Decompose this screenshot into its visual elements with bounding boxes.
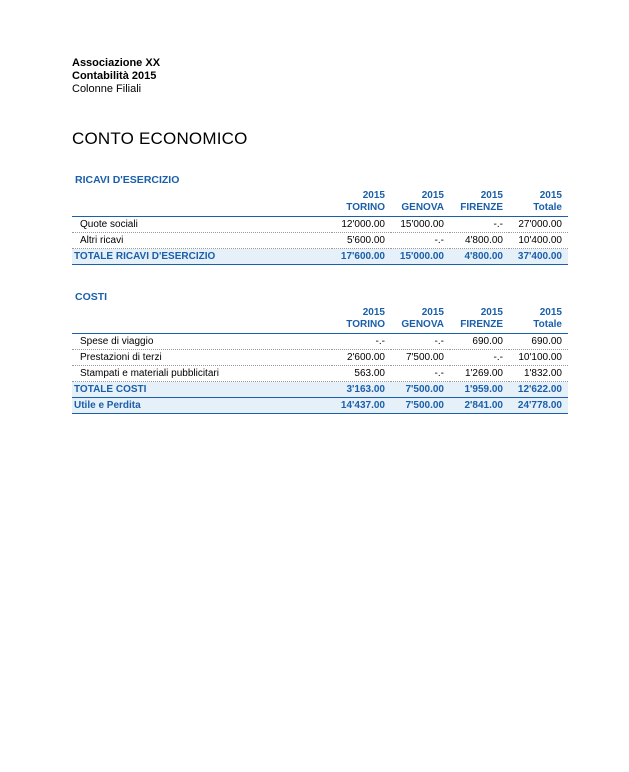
section-title: COSTI [75,291,108,303]
report-subtitle: Colonne Filiali [72,83,142,95]
page-title: CONTO ECONOMICO [72,129,248,148]
table-row [72,233,568,249]
total-value: 12'622.00 [509,382,568,398]
total-label: TOTALE COSTI [72,382,332,398]
org-name: Associazione XX [72,57,161,69]
cell-value: 563.00 [332,366,391,382]
cell-value: 15'000.00 [391,217,450,233]
header-cell-totale: 2015 Totale [509,307,568,334]
header-cell-torino: 2015 TORINO [332,307,391,334]
cell-value: 10'100.00 [509,350,568,366]
total-row [72,382,568,398]
total-value: 17'600.00 [332,249,391,265]
total-row [72,249,568,265]
cell-value: 27'000.00 [509,217,568,233]
report-name: Contabilità 2015 [72,70,157,82]
row-label: Quote sociali [72,217,332,233]
total-value: 4'800.00 [450,249,509,265]
result-value: 14'437.00 [332,398,391,414]
header-cell-genova: 2015 GENOVA [391,190,450,217]
total-value: 3'163.00 [332,382,391,398]
total-value: 7'500.00 [391,382,450,398]
row-label: Prestazioni di terzi [72,350,332,366]
cell-value: 12'000.00 [332,217,391,233]
table-header-row [72,190,568,217]
result-label: Utile e Perdita [72,398,332,414]
row-label: Spese di viaggio [72,334,332,350]
table-header-row [72,307,568,334]
result-value: 2'841.00 [450,398,509,414]
section-title: RICAVI D'ESERCIZIO [75,174,180,186]
total-value: 37'400.00 [509,249,568,265]
header-cell-totale: 2015 Totale [509,190,568,217]
result-value: 24'778.00 [509,398,568,414]
header-cell-genova: 2015 GENOVA [391,307,450,334]
cell-value: 10'400.00 [509,233,568,249]
table-row [72,366,568,382]
costi-section [72,291,568,414]
cell-value: -.- [391,366,450,382]
cell-value: 1'269.00 [450,366,509,382]
result-row [72,398,568,414]
cell-value: 690.00 [509,334,568,350]
header-cell-label [72,190,332,217]
table-row [72,350,568,366]
cell-value: 4'800.00 [450,233,509,249]
total-label: TOTALE RICAVI D'ESERCIZIO [72,249,332,265]
total-value: 1'959.00 [450,382,509,398]
header-cell-label [72,307,332,334]
cell-value: 2'600.00 [332,350,391,366]
header-cell-torino: 2015 TORINO [332,190,391,217]
cell-value: 5'600.00 [332,233,391,249]
cell-value: 690.00 [450,334,509,350]
header-cell-firenze: 2015 FIRENZE [450,190,509,217]
cell-value: -.- [332,334,391,350]
cell-value: -.- [391,334,450,350]
table-row [72,217,568,233]
cell-value: -.- [450,217,509,233]
row-label: Stampati e materiali pubblicitari [72,366,332,382]
result-value: 7'500.00 [391,398,450,414]
document-header [72,57,160,96]
costi-table [72,307,568,414]
row-label: Altri ricavi [72,233,332,249]
total-value: 15'000.00 [391,249,450,265]
cell-value: -.- [391,233,450,249]
cell-value: 7'500.00 [391,350,450,366]
ricavi-section [72,174,568,265]
ricavi-table [72,190,568,265]
cell-value: -.- [450,350,509,366]
table-row [72,334,568,350]
header-cell-firenze: 2015 FIRENZE [450,307,509,334]
cell-value: 1'832.00 [509,366,568,382]
